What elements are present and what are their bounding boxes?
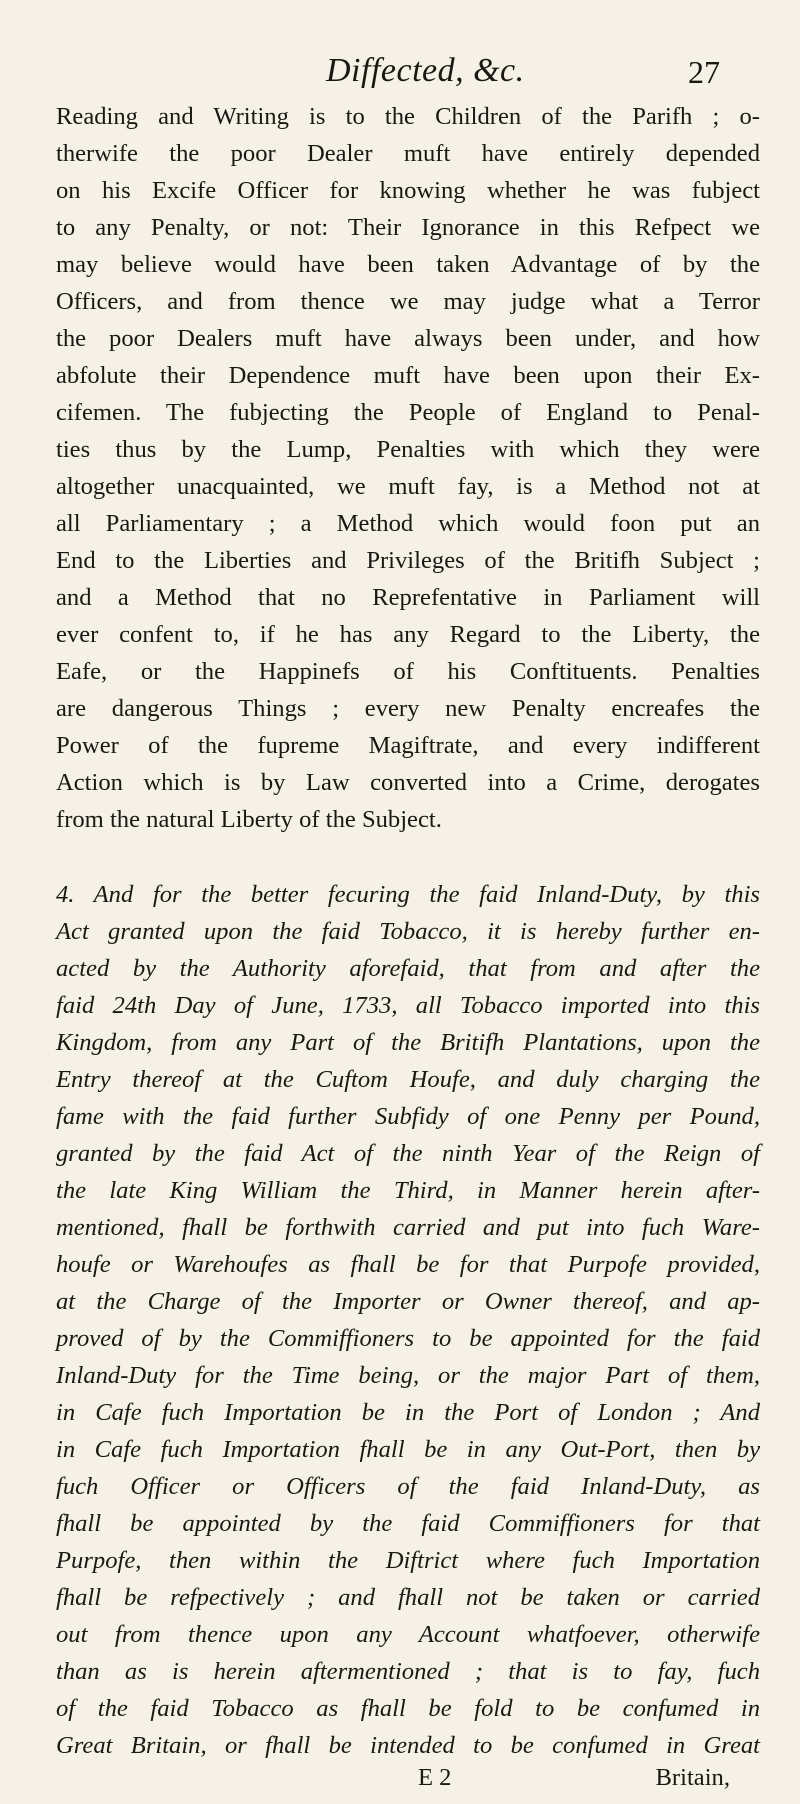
text-line: faid 24th Day of June, 1733, all Tobacco imported into this	[56, 992, 760, 1019]
text-line: on his Excife Officer for knowing whether he was fubject	[56, 177, 760, 204]
text-line: abfolute their Dependence muft have been upon their Ex-	[56, 362, 760, 389]
running-title: Diffected, &c.	[326, 52, 525, 89]
text-line: all Parliamentary ; a Method which would foon put an	[56, 510, 760, 537]
text-line: granted by the faid Act of the ninth Year of the Reign of	[56, 1140, 760, 1167]
text-line: of the faid Tobacco as fhall be fold to be confumed in	[56, 1695, 760, 1722]
text-line: may believe would have been taken Advantage of by the	[56, 251, 760, 278]
catchword: Britain,	[655, 1764, 730, 1791]
text-line: than as is herein aftermentioned ; that is to fay, fuch	[56, 1658, 760, 1685]
text-line: Entry thereof at the Cuftom Houfe, and duly charging the	[56, 1066, 760, 1093]
text-line: at the Charge of the Importer or Owner thereof, and ap-	[56, 1288, 760, 1315]
text-line: End to the Liberties and Privileges of the Britifh Subject ;	[56, 547, 760, 574]
signature-mark: E 2	[418, 1764, 452, 1791]
text-line: Great Britain, or fhall be intended to be confumed in Great	[56, 1732, 760, 1759]
text-line: the poor Dealers muft have always been under, and how	[56, 325, 760, 352]
text-line: 4. And for the better fecuring the faid Inland-Duty, by this	[56, 881, 760, 908]
text-line: Eafe, or the Happinefs of his Conftituents. Penalties	[56, 658, 760, 685]
text-line: Act granted upon the faid Tobacco, it is hereby further en-	[56, 918, 760, 945]
text-line: the late King William the Third, in Manner herein after-	[56, 1177, 760, 1204]
text-line: fame with the faid further Subfidy of one Penny per Pound,	[56, 1103, 760, 1130]
text-line: ever confent to, if he has any Regard to the Liberty, the	[56, 621, 760, 648]
text-line: altogether unacquainted, we muft fay, is a Method not at	[56, 473, 760, 500]
text-line: Reading and Writing is to the Children of the Parifh ; o-	[56, 103, 760, 130]
text-line: out from thence upon any Account whatfoever, otherwife	[56, 1621, 760, 1648]
running-head	[56, 0, 760, 96]
text-line: Kingdom, from any Part of the Britifh Plantations, upon the	[56, 1029, 760, 1056]
page-number: 27	[688, 54, 720, 90]
text-line: to any Penalty, or not: Their Ignorance in this Refpect we	[56, 214, 760, 241]
text-line: Action which is by Law converted into a Crime, derogates	[56, 769, 760, 796]
text-line: from the natural Liberty of the Subject.	[56, 806, 442, 833]
text-line: in Cafe fuch Importation fhall be in any Out-Port, then by	[56, 1436, 760, 1463]
text-line: ties thus by the Lump, Penalties with which they were	[56, 436, 760, 463]
text-line: fhall be refpectively ; and fhall not be taken or carried	[56, 1584, 760, 1611]
text-line: fhall be appointed by the faid Commiffioners for that	[56, 1510, 760, 1537]
paragraph-2	[56, 876, 760, 1764]
text-line: acted by the Authority aforefaid, that from and after the	[56, 955, 760, 982]
text-line: and a Method that no Reprefentative in Parliament will	[56, 584, 760, 611]
text-line: Power of the fupreme Magiftrate, and every indifferent	[56, 732, 760, 759]
text-line: fuch Officer or Officers of the faid Inland-Duty, as	[56, 1473, 760, 1500]
paragraph-1	[56, 98, 760, 838]
text-line: houfe or Warehoufes as fhall be for that Purpofe provided,	[56, 1251, 760, 1278]
text-line: therwife the poor Dealer muft have entirely depended	[56, 140, 760, 167]
text-line: are dangerous Things ; every new Penalty encreafes the	[56, 695, 760, 722]
page-footer	[56, 1764, 760, 1804]
text-line: proved of by the Commiffioners to be appointed for the faid	[56, 1325, 760, 1352]
text-line: Officers, and from thence we may judge what a Terror	[56, 288, 760, 315]
text-line: mentioned, fhall be forthwith carried and put into fuch Ware-	[56, 1214, 760, 1241]
text-line: cifemen. The fubjecting the People of England to Penal-	[56, 399, 760, 426]
text-line: Purpofe, then within the Diftrict where fuch Importation	[56, 1547, 760, 1574]
text-line: Inland-Duty for the Time being, or the major Part of them,	[56, 1362, 760, 1389]
text-line: in Cafe fuch Importation be in the Port of London ; And	[56, 1399, 760, 1426]
